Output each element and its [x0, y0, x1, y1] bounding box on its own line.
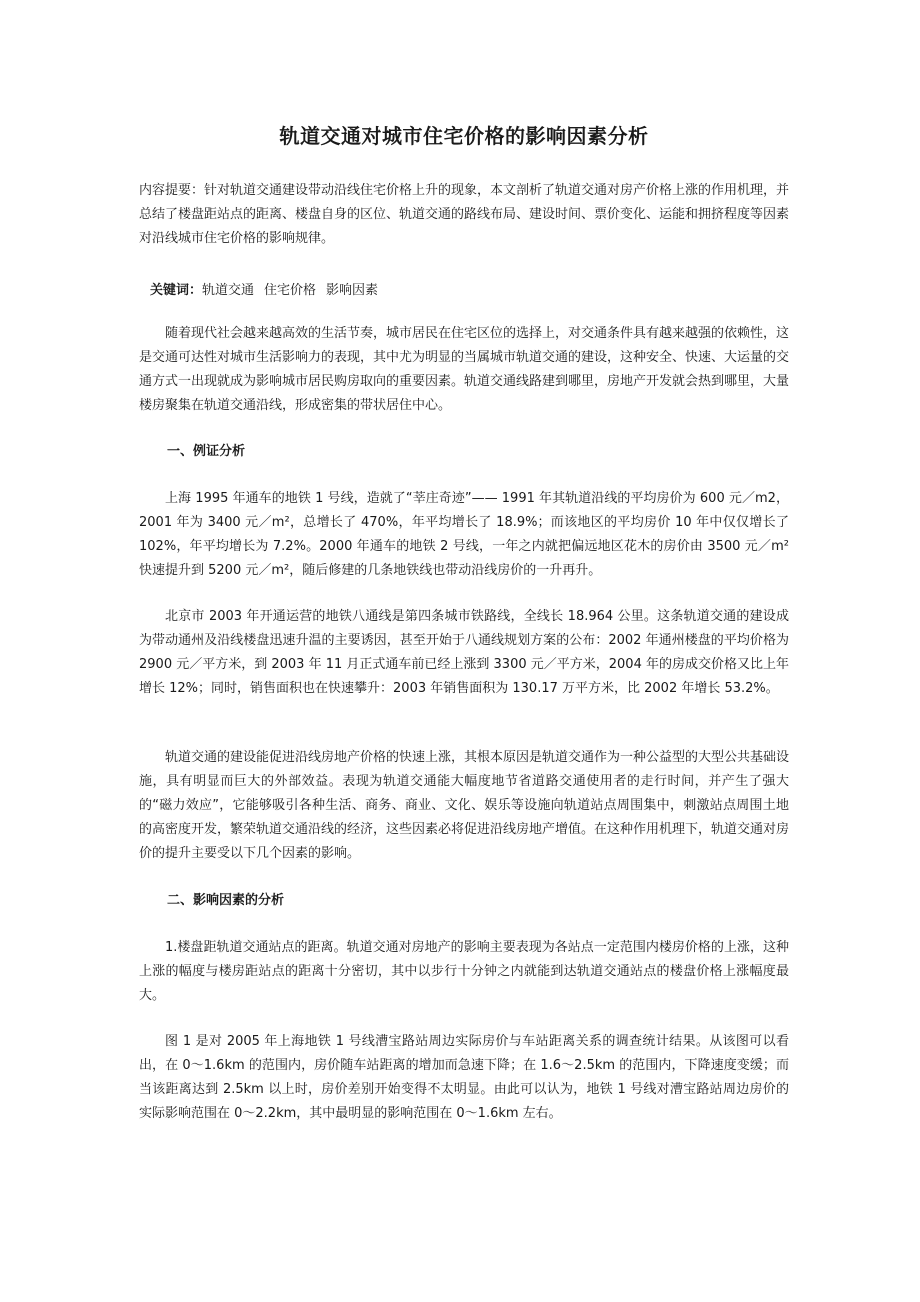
keyword-term: 影响因素: [326, 283, 379, 298]
abstract-paragraph: 内容提要：针对轨道交通建设带动沿线住宅价格上升的现象，本文剖析了轨道交通对房产价格上涨的作用机理，并总结了楼盘距站点的距离、楼盘自身的区位、轨道交通的路线布局、建设时间、票价变化、运能和拥挤程度等因素对沿线城市住宅价格的影响规律。: [139, 183, 790, 246]
keyword-term: 轨道交通: [202, 283, 255, 298]
keyword-term: 住宅价格: [264, 283, 317, 298]
body-paragraph: 上海 1995 年通车的地铁 1 号线，造就了“莘庄奇迹”—— 1991 年其轨道沿线的平均房价为 600 元／m2，2001 年为 3400 元／m²，总增长了 470%，年平均增长了 18.9%；而该地区的平均房价 10 年中仅仅增长了 102%，年平均增长为 7.2%。2000 年通车的地铁 2 号线，一年之内就把偏远地区花木的房价由 3500 元／m² 快速提升到 5200 元／m²，随后修建的几条地铁线也带动沿线房价的一升再升。: [139, 491, 789, 578]
body-paragraph: 轨道交通的建设能促进沿线房地产价格的快速上涨，其根本原因是轨道交通作为一种公益型的大型公共基础设施，具有明显而巨大的外部效益。表现为轨道交通能大幅度地节省道路交通使用者的走行时间，并产生了强大的“磁力效应”，它能够吸引各种生活、商务、商业、文化、娱乐等设施向轨道站点周围集中，刺激站点周围土地的高密度开发，繁荣轨道交通沿线的经济，这些因素必将促进沿线房地产增值。在这种作用机理下，轨道交通对房价的提升主要受以下几个因素的影响。: [139, 750, 790, 861]
body-paragraph: 图 1 是对 2005 年上海地铁 1 号线漕宝路站周边实际房价与车站距离关系的调查统计结果。从该图可以看出，在 0～1.6km 的范围内，房价随车站距离的增加而急速下降；在 1.6～2.5km 的范围内，下降速度变缓；而当该距离达到 2.5km 以上时，房价差别开始变得不太明显。由此可以认为，地铁 1 号线对漕宝路站周边房价的实际影响范围在 0～2.2km，其中最明显的影响范围在 0～1.6km 左右。: [139, 1034, 789, 1121]
section-heading: 二、影响因素的分析: [167, 893, 285, 908]
intro-paragraph: 随着现代社会越来越高效的生活节奏，城市居民在住宅区位的选择上，对交通条件具有越来越强的依赖性，这是交通可达性对城市生活影响力的表现，其中尤为明显的当属城市轨道交通的建设，这种安全、快速、大运量的交通方式一出现就成为影响城市居民购房取向的重要因素。轨道交通线路建到哪里，房地产开发就会热到哪里，大量楼房聚集在轨道交通沿线，形成密集的带状居住中心。: [139, 326, 790, 413]
keywords-line: [150, 279, 388, 303]
section-heading: 一、例证分析: [167, 444, 246, 459]
body-paragraph: 北京市 2003 年开通运营的地铁八通线是第四条城市铁路线，全线长 18.964 公里。这条轨道交通的建设成为带动通州及沿线楼盘迅速升温的主要诱因，甚至开始于八通线规划方案的公布：2002 年通州楼盘的平均价格为 2900 元／平方米，到 2003 年 11 月正式通车前已经上涨到 3300 元／平方米，2004 年的房成交价格又比上年增长 12%；同时，销售面积也在快速攀升：2003 年销售面积为 130.17 万平方米，比 2002 年增长 53.2%。: [139, 609, 789, 696]
body-paragraph: 1.楼盘距轨道交通站点的距离。轨道交通对房地产的影响主要表现为各站点一定范围内楼房价格的上涨，这种上涨的幅度与楼房距站点的距离十分密切，其中以步行十分钟之内就能到达轨道交通站点的楼盘价格上涨幅度最大。: [139, 940, 789, 1003]
keywords-label: 关键词：: [150, 283, 203, 298]
document-title: 轨道交通对城市住宅价格的影响因素分析: [279, 124, 649, 148]
